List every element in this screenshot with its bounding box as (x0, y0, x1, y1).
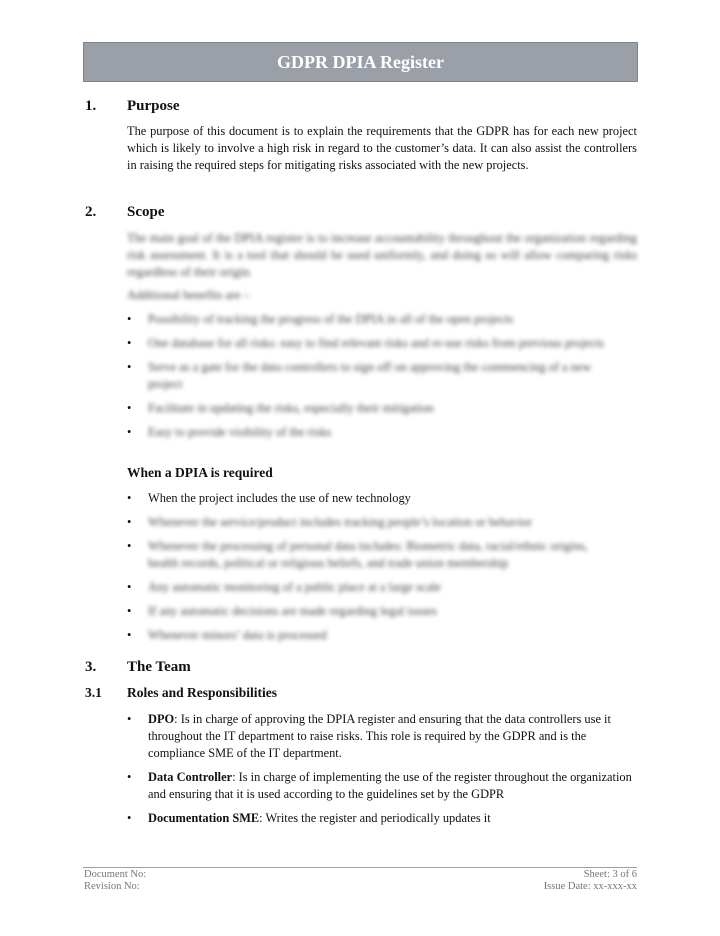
roles-list (127, 711, 637, 834)
list-item-text: If any automatic decisions are made regarding legal issues (148, 604, 438, 618)
list-item-text: Any automatic monitoring of a public place at a large scale (148, 580, 441, 594)
list-item (127, 603, 617, 620)
footer-sheet: Sheet: 3 of 6 (583, 869, 637, 880)
section-title: Scope (127, 204, 165, 220)
role-name: Data Controller (148, 770, 233, 784)
document-title-bar (83, 42, 638, 82)
benefits-list (127, 311, 617, 448)
list-item-text: Whenever minors’ data is processed (148, 628, 327, 642)
when-dpia-heading: When a DPIA is required (127, 465, 273, 480)
list-item (127, 311, 617, 328)
list-item-text: When the project includes the use of new technology (148, 491, 411, 505)
role-name: DPO (148, 712, 175, 726)
document-title: GDPR DPIA Register (277, 51, 444, 72)
section-number: 2. (85, 204, 97, 220)
footer-issue-date: Issue Date: xx-xxx-xx (543, 881, 637, 892)
subsection-title: Roles and Responsibilities (127, 685, 278, 700)
when-dpia-list (127, 490, 617, 651)
list-item (127, 335, 617, 352)
purpose-paragraph: The purpose of this document is to explain the requirements that the GDPR has for each new project which is likely to involve a high risk in regard to the customer’s data. It can also assist the controllers in raising the required steps for mitigating risks associated with the new projects. (127, 124, 637, 172)
scope-paragraph: The main goal of the DPIA register is to increase accountability throughout the organization regarding risk assessment. It is a tool that should be used uniformly, and doing so will allow comparing risks regardless of their origin. (127, 231, 637, 279)
footer-revision-no: Revision No: (84, 881, 140, 892)
section-title: The Team (127, 659, 191, 675)
benefits-intro: Additional benefits are – (127, 288, 250, 302)
section-title: Purpose (127, 98, 180, 114)
list-item (127, 490, 617, 507)
list-item (127, 627, 617, 644)
list-item (127, 359, 617, 393)
list-item-text: Facilitate in updating the risks, especially their mitigation (148, 401, 434, 415)
list-item (127, 579, 617, 596)
list-item (127, 538, 617, 572)
role-description: : Writes the register and periodically updates it (259, 811, 491, 825)
subsection-number: 3.1 (85, 685, 102, 700)
list-item-text: Possibility of tracking the progress of the DPIA in all of the open projects (148, 312, 514, 326)
role-description: : Is in charge of approving the DPIA register and ensuring that the data controllers use it throughout the IT department to raise risks. This role is required by the GDPR and is the compliance SME of the IT department. (148, 712, 611, 760)
role-name: Documentation SME (148, 811, 260, 825)
list-item-text: Whenever the processing of personal data includes: Biometric data, racial/ethnic origins, health records, political or religious beliefs, and trade union membership (148, 539, 588, 570)
role-item (127, 769, 637, 803)
section-number: 1. (85, 98, 97, 114)
role-description: : Is in charge of implementing the use of the register throughout the organization and ensuring that it is used according to the guidelines set by the GDPR (148, 770, 632, 801)
list-item (127, 514, 617, 531)
list-item (127, 424, 617, 441)
footer-document-no: Document No: (84, 869, 147, 880)
list-item-text: Easy to provide visibility of the risks (148, 425, 332, 439)
section-number: 3. (85, 659, 97, 675)
list-item (127, 400, 617, 417)
role-item (127, 810, 637, 827)
list-item-text: Whenever the service/product includes tracking people’s location or behavior (148, 515, 532, 529)
footer-divider (83, 867, 637, 868)
list-item-text: One database for all risks: easy to find relevant risks and re-use risks from previous projects (148, 336, 604, 350)
role-item (127, 711, 637, 762)
list-item-text: Serve as a gate for the data controllers to sign off on approving the commencing of a new project (148, 360, 592, 391)
